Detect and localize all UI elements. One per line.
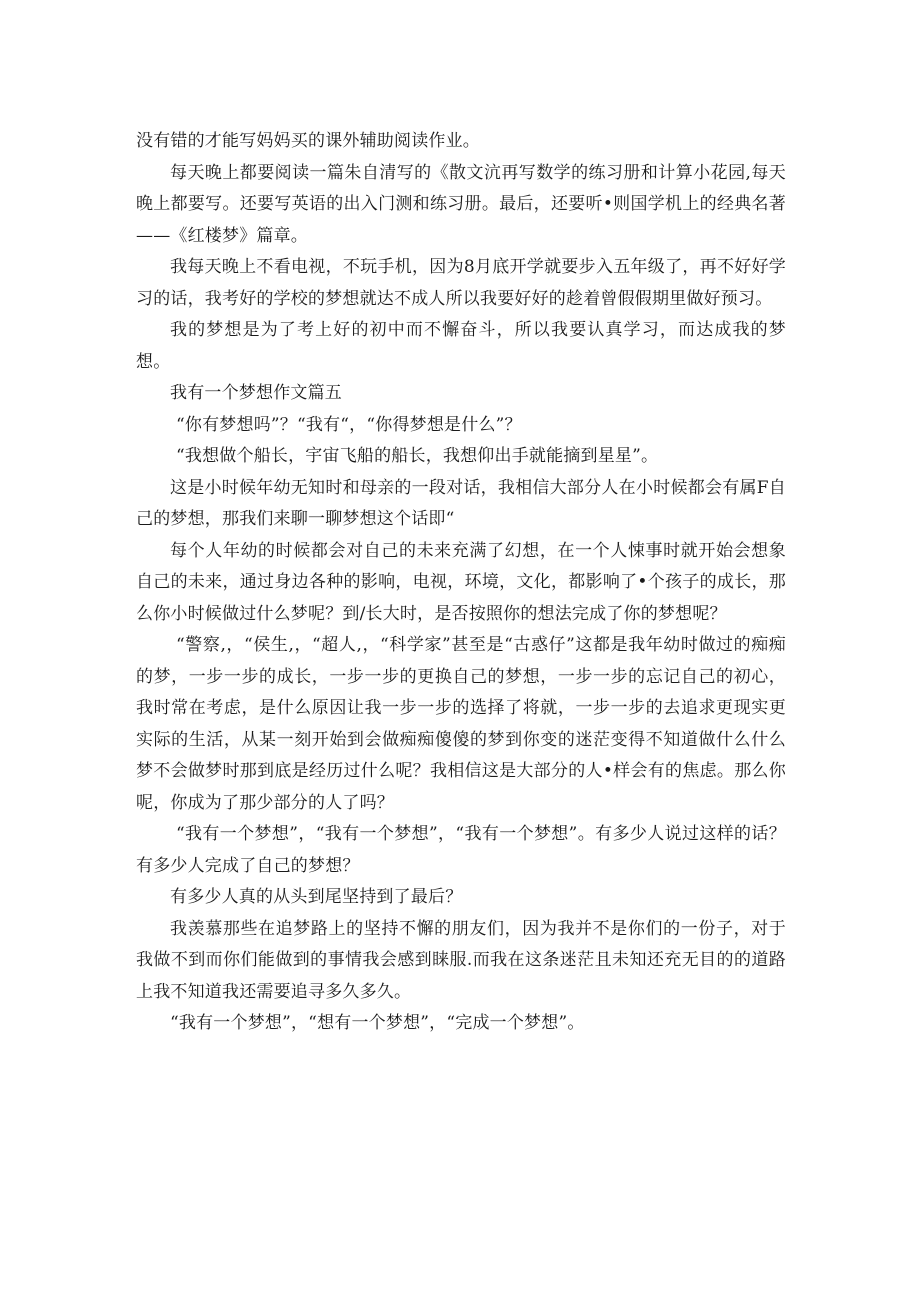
essay-body	[136, 126, 786, 1040]
paragraph-10: 我羡慕那些在追梦路上的坚持不懈的朋友们，因为我并不是你们的一份子，对于我做不到而你们能做到的事情我会感到睐服.而我在这条迷茫且未知还充无目的的道路上我不知道我还需要追寻多久多久。	[136, 918, 786, 1002]
paragraph-9: 有多少人真的从头到尾坚持到了最后？	[170, 887, 463, 907]
paragraph-11: “我有一个梦想”，“想有一个梦想”，“完成一个梦想”。	[170, 1013, 585, 1033]
paragraph-dialogue-2: “我想做个船长，宇宙飞船的船长，我想仰出手就能摘到星星”。	[176, 446, 659, 466]
paragraph-5: 这是小时候年幼无知时和母亲的一段对话，我相信大部分人在小时候都会有属F自己的梦想，那我们来聊一聊梦想这个话即“	[136, 477, 786, 529]
paragraph-3: 我每天晚上不看电视，不玩手机，因为8月底开学就要步入五年级了，再不好好学习的话，我考好的学校的梦想就达不成人所以我要好好的趁着曾假假期里做好预习。	[136, 257, 786, 309]
paragraph-1: 没有错的才能写妈妈买的课外辅助阅读作业。	[136, 131, 480, 151]
paragraph-7: “警察,，“侯生,，“超人,，“科学家”甚至是“古惑仔”这都是我年幼时做过的痴痴的梦，一步一步的成长，一步一步的更换自己的梦想，一步一步的忘记自己的初心，我时常在考虑，是什么原因让我一步一步的选择了将就，一步一步的去追求更现实更实际的生活，从某一刻开始到会做痴痴傻傻的梦到你变的迷茫变得不知道做什么什么梦不会做梦时那到底是经历过什么呢？我相信这是大部分的人•样会有的焦虑。那么你呢，你成为了那少部分的人了吗？	[136, 635, 786, 813]
paragraph-6: 每个人年幼的时候都会对自己的未来充满了幻想，在一个人悚事时就开始会想象自己的未来，通过身边各种的影响，电视，环境，文化，都影响了•个孩子的成长，那么你小时候做过什么梦呢？到/长大时，是否按照你的想法完成了你的梦想呢？	[136, 540, 786, 624]
paragraph-8: “我有一个梦想”，“我有一个梦想”，“我有一个梦想”。有多少人说过这样的话？有多少人完成了自己的梦想？	[136, 824, 786, 876]
paragraph-2: 每天晚上都要阅读一篇朱自清写的《散文沆再写数学的练习册和计算小花园,每天晚上都要写。还要写英语的出入门测和练习册。最后，还要听•则国学机上的经典名著——《红楼梦》篇章。	[136, 162, 786, 246]
paragraph-4: 我的梦想是为了考上好的初中而不懈奋斗，所以我要认真学习，而达成我的梦想。	[136, 320, 786, 372]
section-heading: 我有一个梦想作文篇五	[170, 383, 342, 403]
paragraph-dialogue-1: “你有梦想吗”？“我有“，“你得梦想是什么”？	[176, 414, 522, 435]
